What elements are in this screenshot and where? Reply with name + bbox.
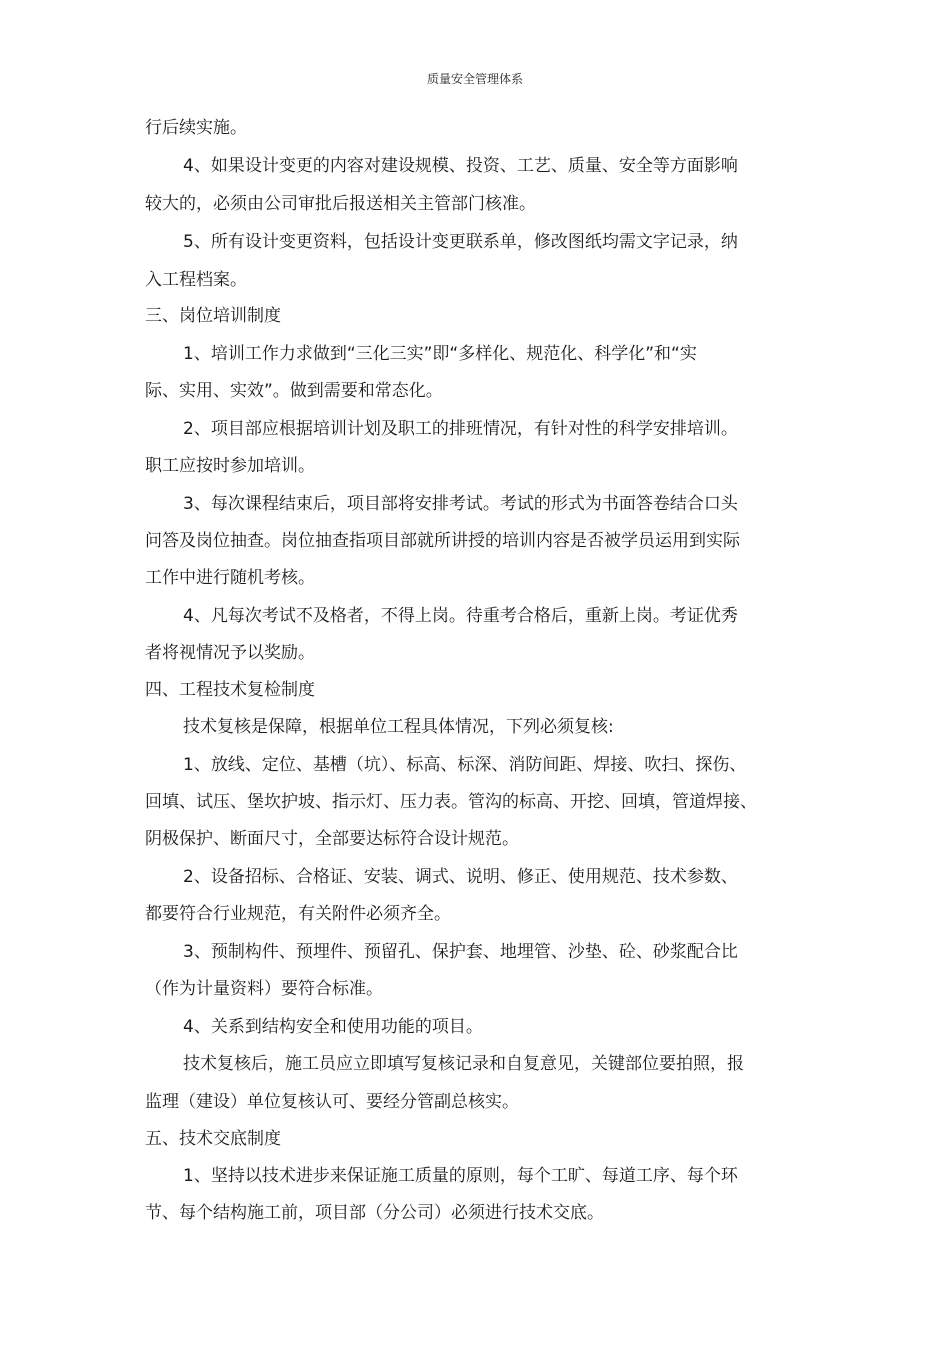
section-heading: 三、岗位培训制度 [145,306,281,326]
text-line: 4、如果设计变更的内容对建设规模、投资、工艺、质量、安全等方面影响 [183,156,738,176]
text-line: 3、预制构件、预埋件、预留孔、保护套、地埋管、沙垫、砼、砂浆配合比 [183,942,738,962]
text-line: 1、培训工作力求做到“三化三实”即“多样化、规范化、科学化”和“实 [183,344,697,364]
text-line: 1、放线、定位、基槽（坑）、标高、标深、消防间距、焊接、吹扫、探伤、 [183,755,747,775]
text-line: 阴极保护、断面尺寸，全部要达标符合设计规范。 [145,829,519,849]
text-line: 问答及岗位抽查。岗位抽查指项目部就所讲授的培训内容是否被学员运用到实际 [145,531,740,551]
text-line: 际、实用、实效”。做到需要和常态化。 [145,381,443,401]
text-line: 2、项目部应根据培训计划及职工的排班情况，有针对性的科学安排培训。 [183,419,738,439]
text-line: 都要符合行业规范，有关附件必须齐全。 [145,904,451,924]
text-line: 监理（建设）单位复核认可、要经分管副总核实。 [145,1092,519,1112]
text-line: 5、所有设计变更资料，包括设计变更联系单，修改图纸均需文字记录，纳 [183,232,738,252]
text-line: 1、坚持以技术进步来保证施工质量的原则，每个工旷、每道工序、每个环 [183,1166,738,1186]
text-line: 工作中进行随机考核。 [145,568,315,588]
text-line: 技术复核是保障，根据单位工程具体情况，下列必须复核: [183,717,614,737]
text-line: 行后续实施。 [145,118,247,138]
text-line: 职工应按时参加培训。 [145,456,315,476]
text-line: 4、关系到结构安全和使用功能的项目。 [183,1017,483,1037]
text-line: 较大的，必须由公司审批后报送相关主管部门核准。 [145,194,536,214]
text-line: 者将视情况予以奖励。 [145,643,315,663]
text-line: 4、凡每次考试不及格者，不得上岗。待重考合格后，重新上岗。考证优秀 [183,606,738,626]
text-line: 3、每次课程结束后，项目部将安排考试。考试的形式为书面答卷结合口头 [183,494,738,514]
text-line: 技术复核后，施工员应立即填写复核记录和自复意见，关键部位要拍照，报 [183,1054,744,1074]
text-line: 2、设备招标、合格证、安装、调式、说明、修正、使用规范、技术参数、 [183,867,738,887]
section-heading: 四、工程技术复检制度 [145,680,315,700]
text-line: （作为计量资料）要符合标准。 [145,979,383,999]
text-line: 回填、试压、堡坎护坡、指示灯、压力表。管沟的标高、开挖、回填，管道焊接、 [145,792,757,812]
text-line: 入工程档案。 [145,270,247,290]
text-line: 节、每个结构施工前，项目部（分公司）必须进行技术交底。 [145,1203,604,1223]
page-header-title: 质量安全管理体系 [426,72,523,86]
section-heading: 五、技术交底制度 [145,1129,281,1149]
